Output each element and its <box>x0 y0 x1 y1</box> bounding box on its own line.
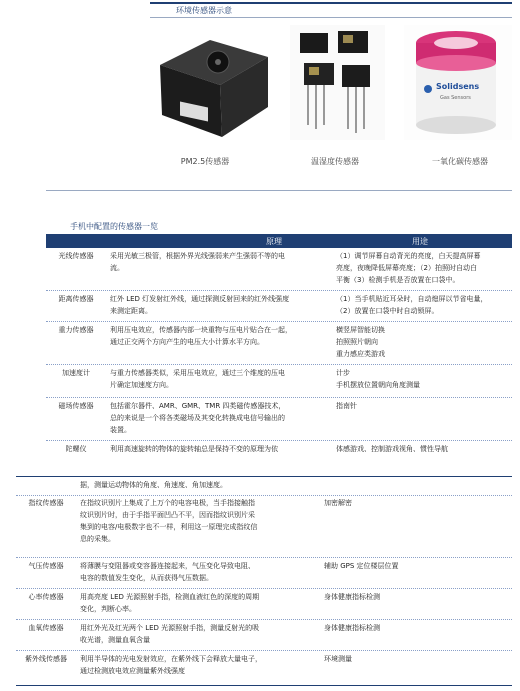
row-principle: 在指纹识别片上集成了上万个的电容电极，当手指接触指 纹识别片时，由于手指平面凹凸不平，因而指纹识别片采 集到的电容/电极数字也不一样，利用这一原理完成指纹信 息的采集。 <box>80 499 258 543</box>
top-rule <box>150 2 512 4</box>
row-principle: 红外 LED 灯发射红外线，通过探测反射回来的红外线强度 来测定距离。 <box>110 295 290 315</box>
co-sensor-image <box>404 25 512 140</box>
header-usage: 用途 <box>412 237 428 246</box>
table-row <box>16 476 512 496</box>
row-name: 指纹传感器 <box>28 499 64 507</box>
phone-section-title: 手机中配置的传感器一览 <box>70 222 158 231</box>
co-brand-sub: Gas Sensors <box>440 95 471 101</box>
env-title-rule <box>150 17 512 18</box>
table1-header <box>46 234 512 248</box>
table-row <box>16 620 512 651</box>
row-principle: 利用高速旋转的物体的旋转轴总是保持不变的原理为依 <box>110 445 278 453</box>
table-row <box>16 495 512 558</box>
row-name: 心率传感器 <box>28 593 64 601</box>
humidity-sensor-image <box>290 25 385 140</box>
table-row <box>46 248 512 291</box>
row-usage: 加密解密 <box>324 499 352 507</box>
row-principle: 用红外光及红光两个 LED 光源照射手指，测量反射光的吸 收光谱，测量血氧含量 <box>80 624 260 644</box>
table-row <box>16 558 512 589</box>
row-usage: 体感游戏、控制游戏视角、惯性导航 <box>336 445 448 453</box>
row-usage: （1）当手机贴近耳朵时，自动熄屏以节省电量， （2）放置在口袋中时自动锁屏。 <box>336 295 488 315</box>
row-usage: 环境测量 <box>324 655 352 663</box>
table-row <box>46 441 512 457</box>
row-principle: 据，测量运动物体的角度、角速度、角加速度。 <box>80 481 227 489</box>
row-principle: 利用压电效应，传感器内部一块重物与压电片贴合在一起， 通过正交两个方向产生的电压大小计算水平方向。 <box>110 326 292 346</box>
row-principle: 采用光敏三极管，根据外界光线强弱来产生强弱不等的电 流。 <box>110 252 285 272</box>
table-row <box>46 322 512 365</box>
row-name: 磁场传感器 <box>58 402 94 410</box>
row-usage: 横竖屏智能切换 拍照照片朝向 重力感应类游戏 <box>336 326 385 358</box>
table-row <box>46 398 512 441</box>
row-principle: 将薄膜与变阻器或变容器连接起来，气压变化导致电阻、 电容的数值发生变化，从而获得气压数据。 <box>80 562 255 582</box>
row-name: 加速度计 <box>62 369 90 377</box>
row-principle: 利用半导体的光电发射效应，在紫外线下会释放大量电子， 通过检测放电效应测量紫外线强度 <box>80 655 262 675</box>
humidity-caption: 温湿度传感器 <box>311 157 359 166</box>
table-row <box>16 651 512 686</box>
row-usage: 身体健康指标检测 <box>324 593 380 601</box>
row-name: 重力传感器 <box>58 326 94 334</box>
pm25-sensor-image <box>140 25 280 140</box>
row-usage: 辅助 GPS 定位楼层位置 <box>324 562 399 570</box>
env-bottom-rule <box>46 190 512 191</box>
table-row <box>46 291 512 322</box>
row-principle: 用高亮度 LED 光源照射手指，检测血液红色的深度的周期 变化，判断心率。 <box>80 593 260 613</box>
pm25-caption: PM2.5传感器 <box>180 157 230 166</box>
co-caption: 一氧化碳传感器 <box>432 157 488 166</box>
env-section-title: 环境传感器示意 <box>176 6 232 15</box>
table-row <box>46 365 512 398</box>
row-name: 血氧传感器 <box>28 624 64 632</box>
table-row <box>16 589 512 620</box>
row-name: 陀螺仪 <box>65 445 87 453</box>
row-principle: 包括霍尔器件、AMR、GMR、TMR 四类磁传感器技术， 总的来说是一个将各类磁场及其变化转换成电信号输出的 装置。 <box>110 402 286 434</box>
row-name: 光线传感器 <box>58 252 94 260</box>
row-usage: 指南针 <box>336 402 357 410</box>
row-name: 紫外线传感器 <box>25 655 67 663</box>
row-principle: 与重力传感器类似，采用压电效应，通过三个维度的压电 片确定加速度方向。 <box>110 369 285 389</box>
row-usage: （1）调节屏幕自动背光的亮度，白天提高屏幕 亮度，夜晚降低屏幕亮度；（2）拍照时自动白 平衡（3）检测手机是否放置在口袋中。 <box>336 252 481 284</box>
header-principle: 原理 <box>266 237 282 246</box>
row-name: 距离传感器 <box>58 295 94 303</box>
co-brand-label: Solidsens <box>436 82 480 91</box>
row-usage: 身体健康指标检测 <box>324 624 380 632</box>
row-usage: 计步 手机摆放位置朝向角度测量 <box>336 369 420 389</box>
row-name: 气压传感器 <box>28 562 64 570</box>
